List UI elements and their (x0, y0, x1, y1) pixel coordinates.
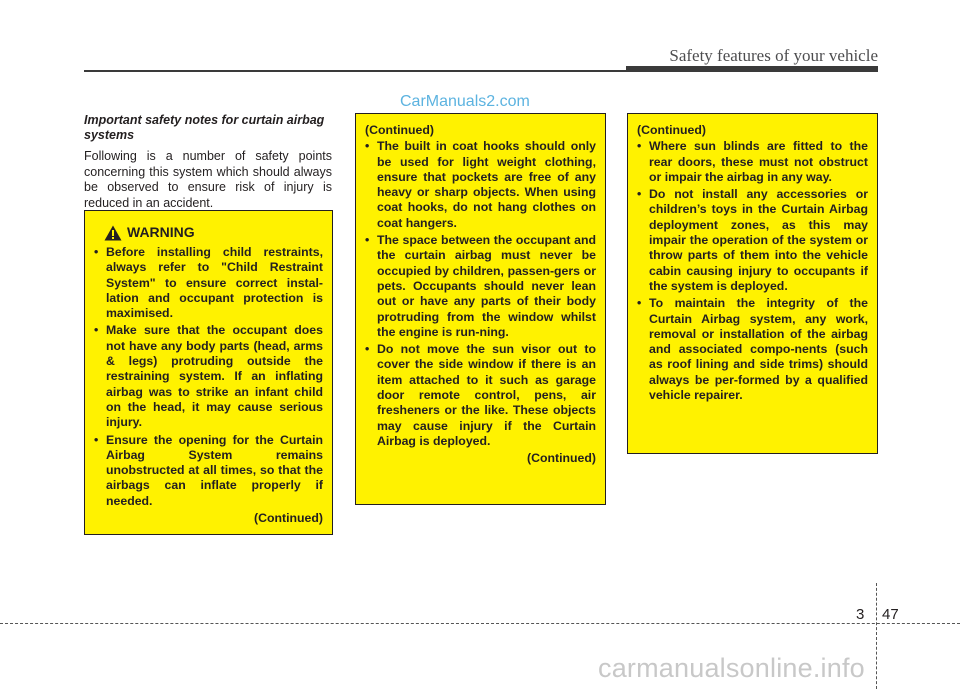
list-item: • To maintain the integrity of the Curtain Airbag system, any work, removal or installation of the airbag and associated compo-nents (such as roof lining and side trims) should always be per-formed by a qualified vehicle repairer. (637, 296, 868, 403)
page-number-divider (876, 583, 877, 689)
warning-box (84, 210, 333, 535)
footer-rule (0, 623, 960, 624)
intro-heading: Important safety notes for curtain airbag systems (84, 113, 325, 142)
list-item: • Do not move the sun visor out to cover the side window if there is an item attached to it such as garage door remote control, pens, air fresheners or the like. These objects may cause injury if the Curtain Airbag is deployed. (365, 342, 596, 448)
continued-box-1 (355, 113, 606, 505)
warning-triangle-icon (104, 225, 122, 241)
list-item: • Where sun blinds are fitted to the rear doors, these must not obstruct or impair the airbag in any way. (637, 139, 868, 184)
continued-top-label: (Continued) (365, 123, 434, 137)
intro-section (84, 113, 332, 211)
warning-header (94, 225, 323, 241)
continued-top-label: (Continued) (637, 123, 706, 137)
header-bar (626, 66, 878, 72)
intro-body: Following is a number of safety points concerning this system which should always be observed to ensure risk of injury is reduced in an accident. (84, 149, 332, 210)
list-item: • The space between the occupant and the curtain airbag must never be occupied by children, passen-gers or pets. Occupants should never lean out or have any parts of their body protruding from the window whilst the engine is run-ning. (365, 233, 596, 339)
list-item: • Before installing child restraints, always refer to "Child Restraint System" to ensure correct instal-lation and occupant protection is maximised. (94, 245, 323, 321)
watermark-bottom: carmanualsonline.info (598, 653, 865, 683)
continued-label: (Continued) (527, 451, 596, 466)
list-item: • The built in coat hooks should only be used for light weight clothing, ensure that pockets are free of any heavy or sharp objects. When using coat hooks, do not hang clothes on coat hangers. (365, 139, 596, 230)
section-title: Safety features of your vehicle (669, 46, 878, 65)
chapter-number: 3 (856, 606, 865, 623)
list-item: • Ensure the opening for the Curtain Airbag System remains unobstructed at all times, so that the airbags can inflate properly if needed. (94, 432, 323, 508)
list-item: • Do not install any accessories or children’s toys in the Curtain Airbag deployment zones, as this may impair the operation of the system or throw parts of them into the vehicle cabin causing injury to occupants if the system is deployed. (637, 187, 868, 293)
list-item: • Make sure that the occupant does not have any body parts (head, arms & legs) protruding outside the restraining system. If an inflating airbag was to strike an infant child on the head, it may cause serious injury. (94, 323, 323, 430)
continued-box-2 (627, 113, 878, 454)
page-number: 47 (882, 606, 899, 623)
continued-label: (Continued) (254, 511, 323, 526)
warning-title: WARNING (127, 224, 195, 241)
watermark-top: CarManuals2.com (400, 93, 530, 110)
